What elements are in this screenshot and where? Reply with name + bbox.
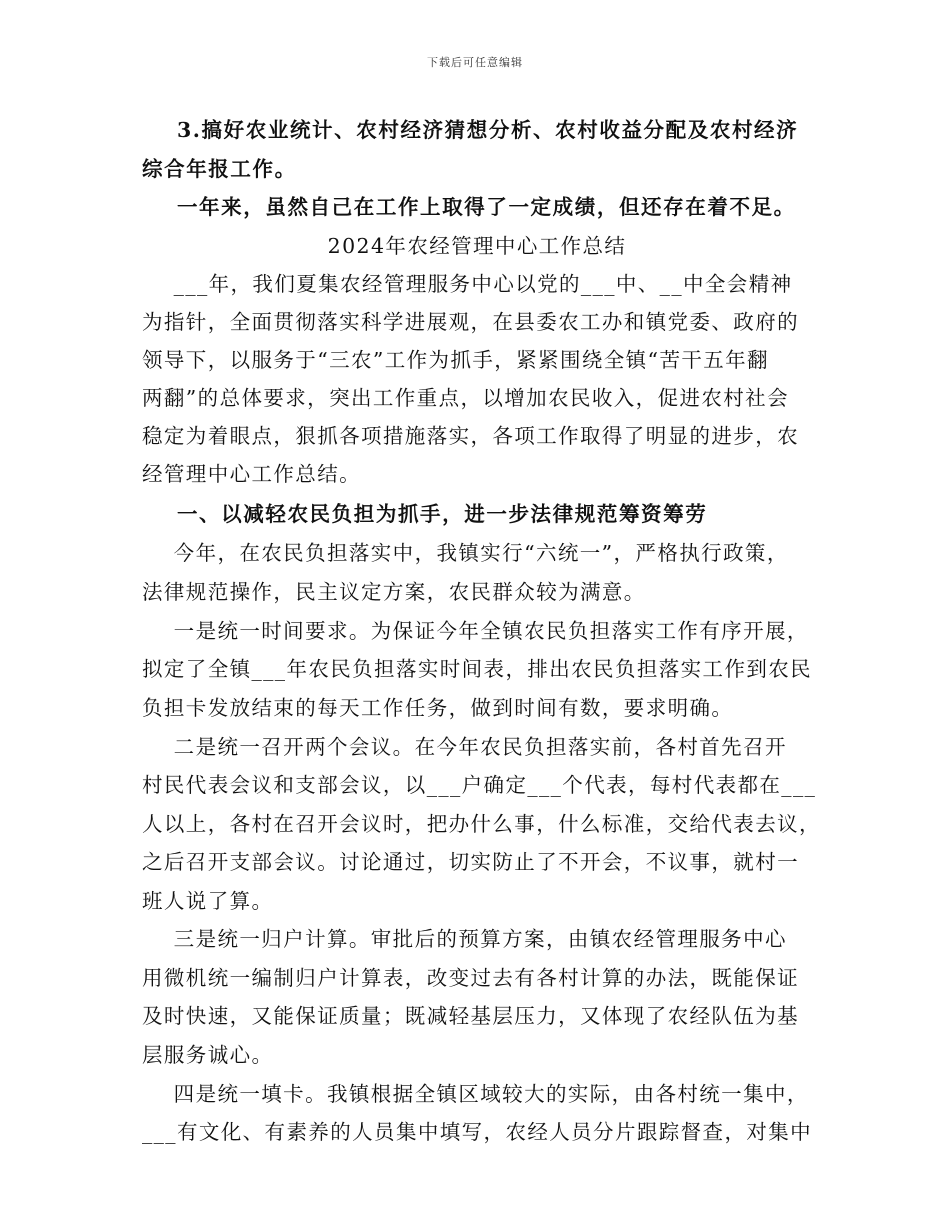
text-line: 法律规范操作，民主议定方案，农民群众较为满意。 xyxy=(142,580,646,604)
document-body xyxy=(142,111,821,1151)
section-title: 2024年农经管理中心工作总结 xyxy=(327,234,627,258)
text-line: 今年，在农民负担落实中，我镇实行“六统一”，严格执行政策， xyxy=(142,541,789,565)
text-line: 班人说了算。 xyxy=(142,889,274,913)
text-line: 一是统一时间要求。为保证今年全镇农民负担落实工作有序开展， xyxy=(142,619,809,643)
text-line: 经管理中心工作总结。 xyxy=(142,462,361,486)
text-line: ___年，我们夏集农经管理服务中心以党的___中、__中全会精神 xyxy=(142,272,793,296)
text-line: 拟定了全镇___年农民负担落实时间表，排出农民负担落实工作到农民 xyxy=(142,657,813,681)
text-line: 及时快速，又能保证质量；既减轻基层压力，又体现了农经队伍为基 xyxy=(142,1004,799,1028)
text-line: 一年来，虽然自己在工作上取得了一定成绩，但还存在着不足。 xyxy=(142,195,796,219)
text-line: 3.搞好农业统计、农村经济猜想分析、农村收益分配及农村经济 xyxy=(142,118,799,142)
header-note: 下载后可任意编辑 xyxy=(427,56,523,69)
text-line: 二是统一召开两个会议。在今年农民负担落实前，各村首先召开 xyxy=(142,735,787,759)
text-line: 层服务诚心。 xyxy=(142,1043,274,1067)
text-line: 三是统一归户计算。审批后的预算方案，由镇农经管理服务中心 xyxy=(142,927,787,951)
text-line: 用微机统一编制归户计算表，改变过去有各村计算的办法，既能保证 xyxy=(142,966,799,990)
section-heading: 一、以减轻农民负担为抓手，进一步法律规范筹资筹劳 xyxy=(142,502,708,526)
text-line: 村民代表会议和支部会议，以___户确定___个代表，每村代表都在___ xyxy=(142,773,817,797)
text-line: 为指针，全面贯彻落实科学进展观，在县委农工办和镇党委、政府的 xyxy=(142,310,799,334)
text-line: 领导下，以服务于“三农”工作为抓手，紧紧围绕全镇“苦干五年翻 xyxy=(142,348,769,372)
text-line: 稳定为着眼点，狠抓各项措施落实，各项工作取得了明显的进步，农 xyxy=(142,424,799,448)
text-line: 人以上，各村在召开会议时，把办什么事，什么标准，交给代表去议， xyxy=(142,812,821,836)
text-line: 综合年报工作。 xyxy=(142,157,297,181)
text-line: ___有文化、有素养的人员集中填写，农经人员分片跟踪督查，对集中 xyxy=(142,1120,813,1144)
text-line: 四是统一填卡。我镇根据全镇区域较大的实际，由各村统一集中， xyxy=(142,1082,809,1106)
text-line: 两翻”的总体要求，突出工作重点，以增加农民收入，促进农村社会 xyxy=(142,386,789,410)
text-line: 之后召开支部会议。讨论通过，切实防止了不开会，不议事，就村一 xyxy=(142,850,799,874)
text-line: 负担卡发放结束的每天工作任务，做到时间有数，要求明确。 xyxy=(142,696,734,720)
